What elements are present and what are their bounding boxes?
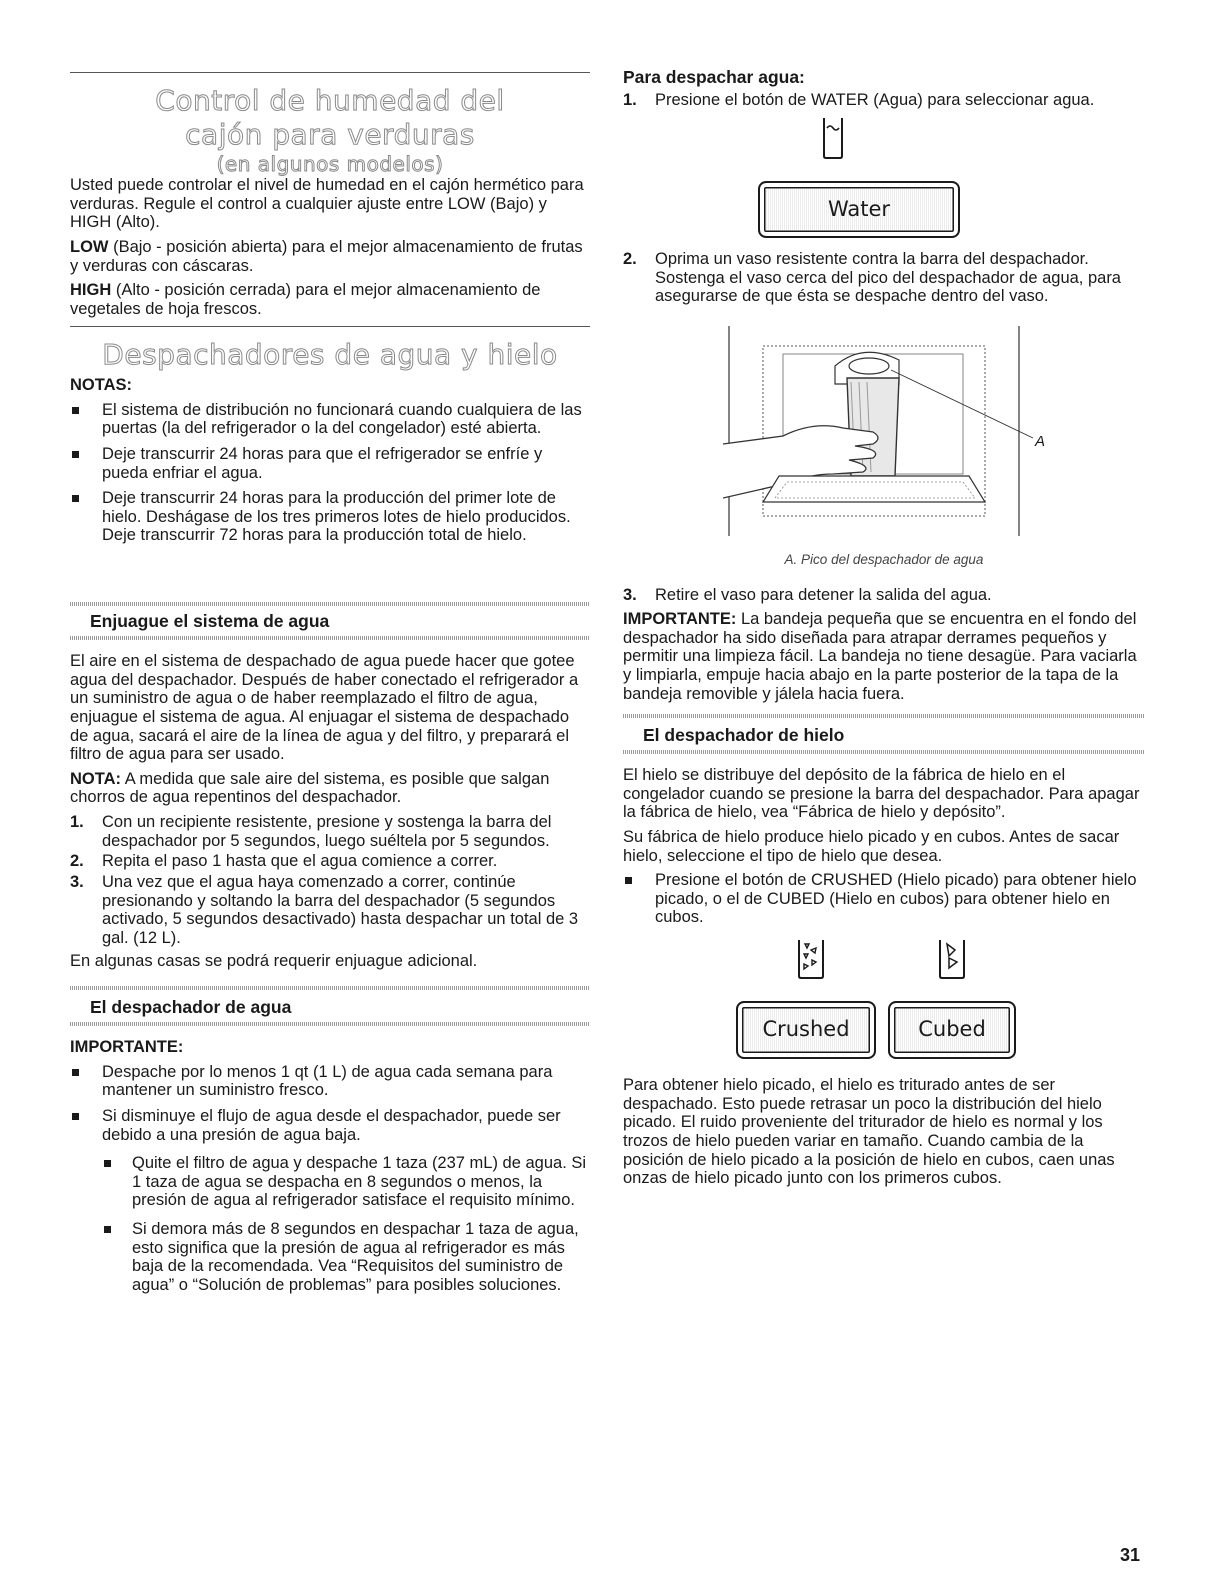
notes-label: NOTAS: xyxy=(70,376,133,394)
hatch-rule xyxy=(70,1022,590,1026)
water-dispenser-heading: El despachador de agua xyxy=(90,997,292,1017)
dispense-water-heading-wrap xyxy=(623,68,1145,88)
water-step: 2. Oprima un vaso resistente contra la barra del despachador. Sostenga el vaso cerca del pico del despachador de agua, para asegurarse de que ésta se despache dentro del vaso. xyxy=(623,250,1121,306)
dispense-water-step1 xyxy=(623,91,1145,112)
water-bullet: Si disminuye el flujo de agua desde el despachador, puede ser debido a una presión de agua baja. Quite el filtro de agua y despache 1 taza (237 mL) de agua. Si 1 taza de agua se despacha en 8 segundos o menos, la presión de agua al refrigerador satisface el requisito mínimo. Si demora más de 8 segundos en despachar 1 taza de agua, esto significa que la presión de agua al refrigerador es más baja de la recomendada. Vea “Requisitos del suministro de agua” o “Solución de problemas” para posibles soluciones. xyxy=(70,1107,590,1295)
humidity-intro: Usted puede controlar el nivel de humedad en el cajón hermético para verduras. Regule el control a cualquier ajuste entre LOW (Bajo) y HIGH (Alto). xyxy=(70,176,584,232)
rinse-heading: Enjuague el sistema de agua xyxy=(90,611,330,631)
dispensers-title-text: Despachadores de agua y hielo xyxy=(102,338,558,371)
water-sub-bullet: Quite el filtro de agua y despache 1 taza (237 mL) de agua. Si 1 taza de agua se despacha en 8 segundos o menos, la presión de agua al refrigerador satisface el requisito mínimo. xyxy=(102,1154,590,1210)
humidity-title-line2: cajón para verduras xyxy=(185,118,475,151)
water-dispenser-body xyxy=(70,1038,590,1302)
rinse-heading-wrap xyxy=(70,612,590,632)
rinse-step: 3. Una vez que el agua haya comenzado a correr, continúe presionando y soltando la barra del despachador (5 segundos activado, 5 segundos desactivado) hasta despachar un total de 3 gal. (12 L). xyxy=(70,873,579,947)
water-button[interactable]: Water xyxy=(758,181,960,238)
section-rule xyxy=(70,326,590,327)
ice-bullets xyxy=(623,871,1145,927)
ice-para1: El hielo se distribuye del depósito de la fábrica de hielo en el congelador cuando se presione la barra del despachador. Para apagar la fábrica de hielo, vea “Fábrica de hielo y depósito”. xyxy=(623,766,1140,822)
rinse-footer: En algunas casas se podrá requerir enjuague adicional. xyxy=(70,951,478,970)
water-step: 1. Presione el botón de WATER (Agua) para seleccionar agua. xyxy=(623,91,1095,109)
crushed-ice-icon xyxy=(796,938,826,980)
ice-para2: Su fábrica de hielo produce hielo picado y en cubos. Antes de sacar hielo, seleccione el tipo de hielo que desea. xyxy=(623,827,1120,865)
ice-heading: El despachador de hielo xyxy=(643,725,845,745)
water-glass-icon xyxy=(822,116,844,160)
note-item: Deje transcurrir 24 horas para la producción del primer lote de hielo. Deshágase de los tres primeros lotes de hielo producidos. Deje transcurrir 72 horas para la producción total de hielo. xyxy=(70,489,590,545)
dispense-water-step2 xyxy=(623,250,1145,308)
dispense-water-heading: Para despachar agua: xyxy=(623,67,805,87)
hatch-rule xyxy=(623,714,1145,718)
humidity-title-line1: Control de humedad del xyxy=(155,84,505,117)
note-item: El sistema de distribución no funcionará cuando cualquiera de las puertas (la del refrigerador o la del congelador) esté abierta. xyxy=(70,401,590,438)
water-sub-bullet: Si demora más de 8 segundos en despachar 1 taza de agua, esto significa que la presión de agua al refrigerador es más baja de la recomendada. Vea “Requisitos del suministro de agua” o “Solución de problemas” para posibles soluciones. xyxy=(102,1220,590,1295)
illustration-caption: A. Pico del despachador de agua xyxy=(784,552,984,567)
crushed-button[interactable]: Crushed xyxy=(736,1001,876,1059)
dispensers-title xyxy=(70,338,590,372)
hatch-rule xyxy=(70,602,590,606)
cubed-ice-icon xyxy=(937,938,967,980)
rinse-steps xyxy=(70,813,590,947)
water-sub-bullets xyxy=(102,1154,590,1294)
humidity-body xyxy=(70,176,590,324)
hatch-rule xyxy=(623,750,1145,754)
ice-heading-wrap xyxy=(623,726,1145,746)
rinse-note: NOTA: A medida que sale aire del sistema, es posible que salgan chorros de agua repentinos del despachador. xyxy=(70,769,550,807)
humidity-high: HIGH (Alto - posición cerrada) para el mejor almacenamiento de vegetales de hoja frescos. xyxy=(70,281,541,318)
humidity-title xyxy=(70,84,590,176)
hatch-rule xyxy=(70,986,590,990)
page-number: 31 xyxy=(1119,1545,1140,1565)
rinse-body xyxy=(70,652,590,976)
dispenser-illustration xyxy=(723,326,1053,536)
tray-important: IMPORTANTE: La bandeja pequeña que se encuentra en el fondo del despachador ha sido diseñada para atrapar derrames pequeños y permitir una limpieza fácil. La bandeja no tiene desagüe. Para vaciarla y limpiarla, empuje hacia abajo en la parte posterior de la tapa de la bandeja removible y jálela hacia fuera. xyxy=(623,610,1137,703)
rinse-para: El aire en el sistema de despachado de agua puede hacer que gotee agua del despachador. Después de haber conectado el refrigerador a un suministro de agua o de haber reemplazado el filtro de agua, enjuague el sistema de agua. Al enjuagar el sistema de despachado de agua, sacará el aire de la línea de agua y del filtro, y preparará el filtro de agua para ser usado. xyxy=(70,652,579,764)
cubed-button[interactable]: Cubed xyxy=(888,1001,1016,1059)
ice-para3-wrap xyxy=(623,1076,1145,1194)
note-item: Deje transcurrir 24 horas para que el refrigerador se enfríe y pueda enfriar el agua. xyxy=(70,445,590,482)
water-bullets xyxy=(70,1063,590,1295)
ice-bullet: Presione el botón de CRUSHED (Hielo picado) para obtener hielo picado, o el de CUBED (Hielo en cubos) para obtener hielo en cubos. xyxy=(623,871,1145,927)
water-bullet: Despache por lo menos 1 qt (1 L) de agua cada semana para mantener un suministro fresco. xyxy=(70,1063,590,1100)
humidity-low: LOW (Bajo - posición abierta) para el mejor almacenamiento de frutas y verduras con cáscaras. xyxy=(70,237,583,275)
ice-body xyxy=(623,766,1145,934)
water-important-label: IMPORTANTE: xyxy=(70,1038,184,1056)
callout-label: A xyxy=(1035,433,1046,450)
ice-para3: Para obtener hielo picado, el hielo es triturado antes de ser despachado. Esto puede retrasar un poco la distribución del hielo picado. El ruido proveniente del triturador de hielo es normal y los trozos de hielo pueden variar en tamaño. Cuando cambia de la posición de hielo picado a la posición de hielo en cubos, caen unas onzas de hielo picado junto con los primeros cubos. xyxy=(623,1076,1115,1188)
water-step: 3. Retire el vaso para detener la salida del agua. xyxy=(623,586,992,604)
notes-list xyxy=(70,401,590,545)
rinse-step: 2. Repita el paso 1 hasta que el agua comience a correr. xyxy=(70,852,498,871)
hatch-rule xyxy=(70,636,590,640)
dispense-water-step3 xyxy=(623,586,1145,607)
water-dispenser-heading-wrap xyxy=(70,998,590,1018)
dispensers-notes xyxy=(70,376,590,552)
top-rule xyxy=(70,72,590,73)
rinse-step: 1. Con un recipiente resistente, presione y sostenga la barra del despachador por 5 segundos, luego suéltela por 5 segundos. xyxy=(70,813,552,850)
humidity-title-line3: (en algunos modelos) xyxy=(216,152,444,176)
